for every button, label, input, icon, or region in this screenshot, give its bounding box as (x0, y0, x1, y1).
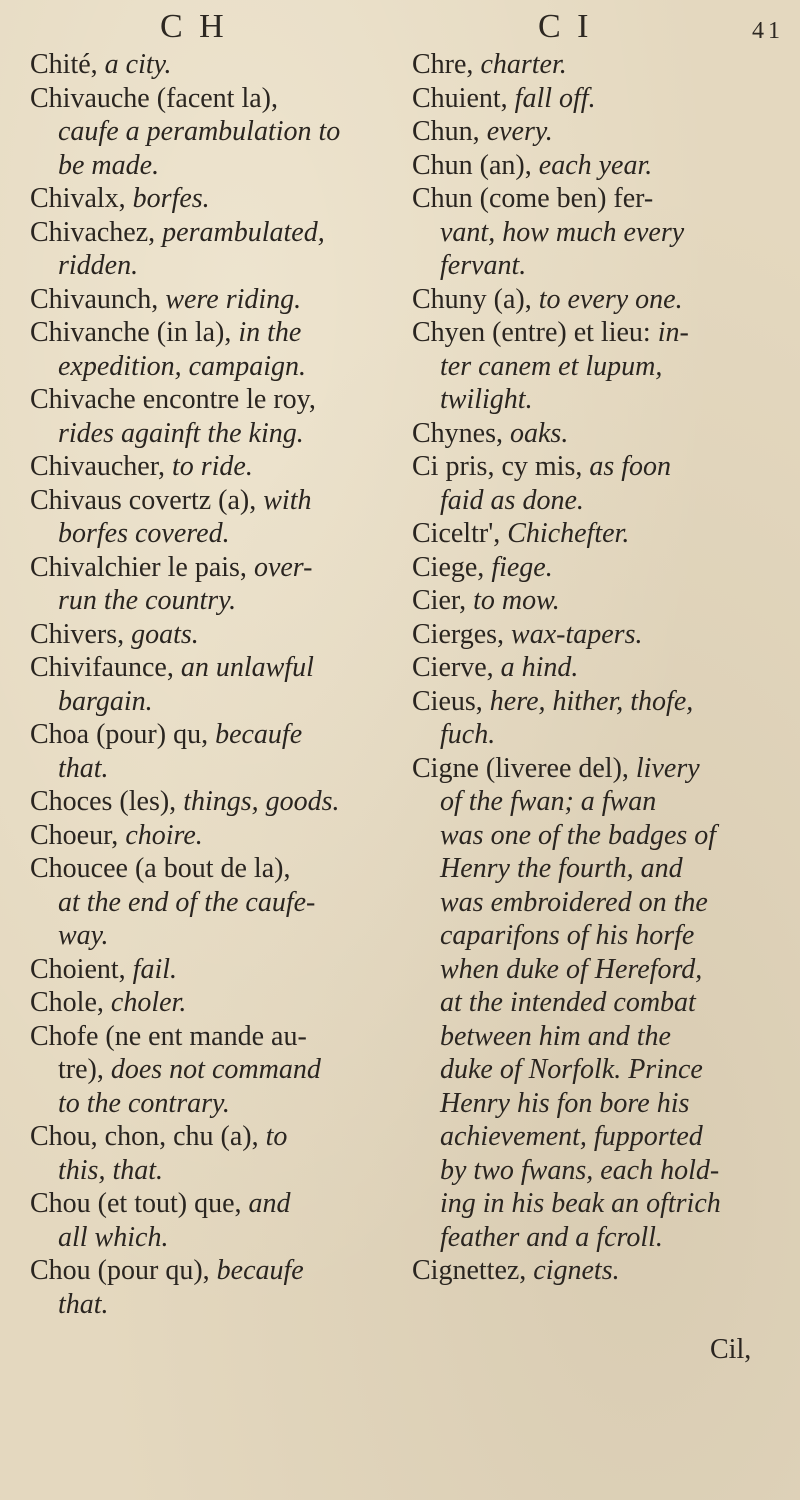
entry-line (412, 718, 784, 752)
gloss: twilight. (440, 384, 533, 415)
gloss: run the country. (58, 585, 237, 616)
headword: Cigne (liveree del), (412, 752, 629, 784)
gloss: choire. (125, 819, 203, 851)
gloss: bargain. (58, 685, 153, 717)
headword: Cierve, (412, 652, 494, 683)
gloss: wax-tapers. (511, 618, 643, 650)
gloss: ter canem et lupum, (440, 350, 663, 382)
entry-line (412, 651, 784, 685)
entry-line (30, 986, 400, 1020)
right-column (412, 48, 784, 1288)
headword: Choient, (30, 953, 126, 985)
gloss: fuch. (440, 719, 496, 750)
headword: Chofe (ne ent mande au- (30, 1020, 307, 1052)
gloss: becaufe (216, 1255, 304, 1286)
gloss: livery (635, 752, 700, 784)
gloss: over- (253, 551, 313, 583)
entry-line (412, 1187, 784, 1221)
gloss: a hind. (500, 652, 579, 683)
gloss: things, goods. (183, 786, 340, 817)
entry-line (30, 1254, 400, 1288)
gloss: cignets. (533, 1255, 620, 1286)
headword: Cier, (412, 585, 467, 616)
entry-line (30, 651, 400, 685)
entry-line (412, 48, 784, 82)
headword: Ciege, (412, 551, 485, 583)
headword: Chivache encontre le roy, (30, 384, 316, 415)
headword: Chivifaunce, (30, 652, 174, 683)
running-head-middle: C I (538, 8, 593, 45)
entry-line (412, 1020, 784, 1054)
entry-line (412, 417, 784, 451)
gloss: was embroidered on the (440, 886, 708, 918)
headword: Choeur, (30, 819, 119, 851)
gloss: achievement, fupported (440, 1121, 703, 1152)
entry-line (412, 82, 784, 116)
entry-line (412, 551, 784, 585)
entry-line (30, 484, 400, 518)
entry-line (30, 819, 400, 853)
headword: Chyen (entre) et lieu: (412, 317, 651, 348)
left-column (30, 48, 400, 1321)
entry-line (412, 450, 784, 484)
headword: Chivers, (30, 618, 125, 650)
gloss: perambulated, (162, 216, 325, 248)
entry-line (30, 450, 400, 484)
headword: Chun (come ben) fer- (412, 183, 654, 214)
entry-line (412, 919, 784, 953)
gloss: when duke of Hereford, (440, 953, 703, 985)
headword: Chou (pour qu), (30, 1255, 210, 1286)
gloss: was one of the badges of (440, 819, 717, 851)
entry-line (30, 1053, 400, 1087)
entry-line (30, 886, 400, 920)
entry-line (30, 551, 400, 585)
gloss: to ride. (171, 451, 253, 482)
headword: Ciceltr', (412, 518, 501, 549)
entry-line (30, 584, 400, 618)
headword: Cignettez, (412, 1255, 527, 1286)
gloss: fail. (132, 953, 178, 985)
gloss: be made. (58, 149, 160, 181)
entry-line (30, 182, 400, 216)
entry-line (412, 249, 784, 283)
entry-line (412, 115, 784, 149)
gloss: faid as done. (440, 484, 584, 516)
entry-line (30, 316, 400, 350)
gloss: with (263, 484, 312, 516)
entry-line (30, 618, 400, 652)
entry-line (412, 1254, 784, 1288)
gloss: fall off. (514, 82, 596, 114)
gloss: feather and a fcroll. (440, 1221, 663, 1253)
entry-line (412, 886, 784, 920)
gloss: goats. (131, 618, 199, 650)
entry-line (412, 182, 784, 216)
entry-line (30, 718, 400, 752)
gloss: ridden. (58, 250, 139, 281)
gloss: as foon (589, 451, 672, 482)
entry-line (412, 350, 784, 384)
entry-line (412, 517, 784, 551)
entry-line (30, 350, 400, 384)
gloss: and (248, 1188, 291, 1219)
entry-line (412, 852, 784, 886)
gloss: to mow. (473, 585, 560, 616)
entry-line (30, 1154, 400, 1188)
gloss: that. (58, 1288, 109, 1320)
gloss: ing in his beak an oftrich (440, 1188, 721, 1219)
entry-line (30, 752, 400, 786)
gloss: fervant. (440, 250, 527, 281)
gloss: at the intended combat (440, 987, 696, 1018)
entry-line (412, 685, 784, 719)
gloss: an unlawful (180, 652, 314, 683)
entry-line (412, 752, 784, 786)
headword: Chité, (30, 49, 98, 80)
gloss: Chichefter. (507, 518, 630, 549)
gloss: that. (58, 752, 109, 784)
gloss: does not command (110, 1054, 321, 1085)
headword: Choucee (a bout de la), (30, 853, 291, 884)
gloss: here, hither, thofe, (489, 685, 694, 717)
entry-line (412, 216, 784, 250)
entry-line (412, 283, 784, 317)
gloss: rides againft the king. (58, 417, 304, 449)
headword: Chivalchier le pais, (30, 551, 247, 583)
gloss: in- (657, 317, 689, 348)
gloss: between him and the (440, 1020, 671, 1052)
gloss: each year. (538, 149, 653, 181)
gloss: way. (58, 920, 109, 951)
entry-line (30, 216, 400, 250)
headword: tre), (58, 1054, 104, 1085)
entry-line (30, 1120, 400, 1154)
gloss: borfes. (132, 183, 210, 214)
headword: Chre, (412, 49, 474, 80)
headword: Chun (an), (412, 149, 532, 181)
entry-line (30, 417, 400, 451)
entry-line (412, 484, 784, 518)
gloss: caparifons of his horfe (440, 920, 695, 951)
headword: Chivaunch, (30, 283, 159, 315)
headword: Chivalx, (30, 183, 126, 214)
gloss: caufe a perambulation to (58, 116, 341, 147)
headword: Chynes, (412, 417, 503, 449)
entry-line (30, 1087, 400, 1121)
headword: Chole, (30, 987, 104, 1018)
entry-line (30, 48, 400, 82)
gloss: at the end of the caufe- (58, 886, 316, 918)
headword: Cieus, (412, 685, 483, 717)
entry-line (30, 852, 400, 886)
headword: Cierges, (412, 618, 505, 650)
entry-line (412, 785, 784, 819)
entry-line (412, 1053, 784, 1087)
gloss: borfes covered. (58, 518, 230, 549)
headword: Chou, chon, chu (a), (30, 1121, 259, 1152)
gloss: in the (238, 317, 302, 348)
entry-line (412, 584, 784, 618)
headword: Chuient, (412, 82, 508, 114)
gloss: Henry his fon bore his (440, 1087, 690, 1119)
gloss: this, that. (58, 1154, 164, 1186)
headword: Chou (et tout) que, (30, 1188, 242, 1219)
headword: Chuny (a), (412, 283, 532, 315)
entry-line (30, 249, 400, 283)
entry-line (30, 953, 400, 987)
headword: Chun, (412, 116, 480, 147)
gloss: duke of Norfolk. Prince (440, 1054, 703, 1085)
gloss: to every one. (538, 283, 683, 315)
entry-line (412, 1221, 784, 1255)
gloss: every. (486, 116, 553, 147)
entry-line (30, 919, 400, 953)
headword: Ci pris, cy mis, (412, 451, 583, 482)
entry-line (30, 383, 400, 417)
gloss: charter. (480, 49, 567, 80)
gloss: oaks. (510, 417, 569, 449)
gloss: vant, how much every (440, 216, 685, 248)
entry-line (412, 383, 784, 417)
running-head-left: C H (160, 8, 228, 45)
gloss: choler. (110, 987, 187, 1018)
gloss: were riding. (165, 283, 302, 315)
entry-line (412, 953, 784, 987)
entry-line (30, 517, 400, 551)
headword: Chivauche (facent la), (30, 82, 278, 114)
gloss: to the contrary. (58, 1087, 230, 1119)
headword: Chivaucher, (30, 451, 165, 482)
entry-line (412, 1120, 784, 1154)
gloss: of the fwan; a fwan (440, 786, 657, 817)
entry-line (412, 986, 784, 1020)
entry-line (30, 115, 400, 149)
entry-line (412, 819, 784, 853)
headword: Chivachez, (30, 216, 156, 248)
entry-line (30, 1020, 400, 1054)
gloss: to (265, 1121, 288, 1152)
entry-line (30, 1187, 400, 1221)
headword: Chivaus covertz (a), (30, 484, 257, 516)
headword: Choces (les), (30, 786, 177, 817)
entry-line (412, 149, 784, 183)
entry-line (412, 1087, 784, 1121)
gloss: all which. (58, 1221, 169, 1253)
gloss: fiege. (491, 551, 553, 583)
entry-line (30, 149, 400, 183)
headword: Chivanche (in la), (30, 317, 232, 348)
page-number: 41 (752, 18, 784, 44)
entry-line (30, 685, 400, 719)
entry-line (412, 1154, 784, 1188)
gloss: becaufe (215, 719, 303, 750)
entry-line (412, 618, 784, 652)
entry-line (30, 785, 400, 819)
gloss: by two fwans, each hold- (440, 1154, 720, 1186)
entry-line (412, 316, 784, 350)
entry-line (30, 1221, 400, 1255)
entry-line (30, 82, 400, 116)
catchword: Cil, (710, 1334, 752, 1365)
gloss: expedition, campaign. (58, 350, 307, 382)
gloss: a city. (104, 49, 172, 80)
entry-line (30, 1288, 400, 1322)
entry-line (30, 283, 400, 317)
headword: Choa (pour) qu, (30, 719, 209, 750)
gloss: Henry the fourth, and (440, 853, 683, 884)
